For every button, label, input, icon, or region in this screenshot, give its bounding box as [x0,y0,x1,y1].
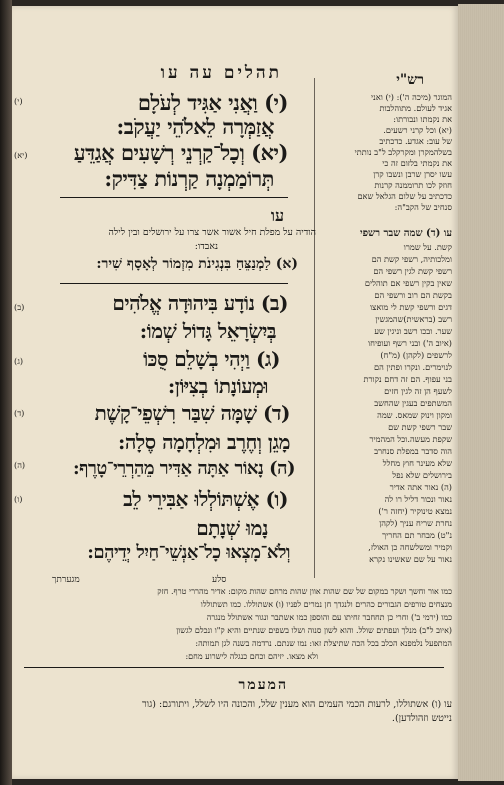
rashi-line: עו (ד) שמה שבר רשפי [359,228,452,239]
ps76-intro-line-2: נאבדו: [194,241,218,252]
catchword-right: סלע [212,575,227,585]
ps76-line: וְלֹא־מָצְאוּ כָל־אַנְשֵׁי־חַיִל יְדֵיהֶם: [87,542,290,563]
rashi-line: ומקון וינוק שמאס. שמה [377,410,452,420]
rashi-line: את נקמתי בלזום זה כי [382,158,452,168]
rashi-line: נאור על שם שאשינו נקרא [369,554,452,564]
column-divider [314,78,315,578]
commentary-line: כמו (ירמי ב') וחרי כן תחחבר זחיתו עם והוספן כמו אשתבר ונגור אשתולל מנגרה [206,613,452,622]
ps75-line-3: (יא) וְכָל־קַרְנֵי רְשָׁעִים אֲגַדֵּעַ [73,140,288,165]
verse-mark-10: (י) [14,96,23,106]
rashi-line: שער. ובכו רשב וניגין שע [374,326,452,336]
rashi-line: סנחיב של הקב"ה: [394,202,452,212]
rashi-line: ומלכותיה, רשפי קשת הם [371,254,452,264]
rashi-line: כדכתיב על שלום הגלאל שאם [357,191,452,201]
catchword-left: מגערתך [52,575,80,585]
rashi-line: של עוב: אגדע. כדכתיב [379,136,452,146]
ps76-line: נָמוּ שְׁנָתָם [196,516,268,540]
rashi-line: חוזק לכו תרוממנה קרנות [374,180,452,190]
verse-mark: (ד) [14,408,25,418]
rashi-line: המשתפים בעגין שהחשב [374,398,452,408]
rashi-line: בירושלים שלא נפל [392,470,452,480]
ps76-line: (ג) וַיְהִי בְשָׁלֵם סֻכּוֹ [143,347,280,371]
rashi-line: שבר רשפי קשת שם [388,422,452,432]
rashi-line: לשעף הן זה לגין חזים [384,386,452,396]
commentary-line: ולא מצאו. יזיהם וכחם כנגלה לישרוע מחם: [185,652,318,661]
rashi-line: נמצא טינוקיר (יחזה ר') [378,506,452,516]
ps76-line: וּמְעוֹנָתוֹ בְצִיּוֹן: [167,374,268,398]
rashi-line: נ"ט) מבחר תם החריך [382,530,452,540]
footer-line-1: עו (ו) אשתוללו, לרעות הכמי העמים הוא מענין שלל, והכונה היו לשלל, ויתורגם: (גור [142,699,452,710]
rashi-line: רשפי קשת לגין רשפי הם [373,266,452,276]
ps76-intro-line-1: הודיה על מפלת חיל אשור אשר צרו על ירושלים ובין לילה [108,227,316,238]
page-edges [458,4,504,781]
rashi-line: לרשפים (לקהן) (מ"ח) [380,350,452,360]
verse-mark: (ה) [14,460,26,470]
ps75-line-2: אֲזַמְּרָה לֵאלֹהֵי יַעֲקֹב: [116,114,274,139]
rashi-line: קשת. על שמרו [403,242,452,252]
ps76-verse-1: (א) לַמְנַצֵּחַ בִּנְגִינֹת מִזְמוֹר לְאָסָף שִׁיר: [96,256,298,272]
rashi-line: וקמיר ומשלשחה כן האולז, [368,542,452,552]
ps76-line: (ב) נוֹדָע בִּיהוּדָה אֱלֹהִים [112,291,288,315]
rashi-line: (יא) וכל קרני רשעים. [383,125,452,135]
rashi-line: שלא מעינר חוץ מחלל [382,458,452,468]
rashi-line: שאין בקין רשפי אם תוהלים [364,278,452,288]
commentary-line: (איוב ל"ב) מנלך ועפתים שולל. והוא לשון סנוה ושלו בשפים שנתיים והיא ק"ו ונכלם לגשון [176,626,452,635]
book-gutter [0,0,12,785]
commentary-line: המתפעל נלמפנא הכלב בכל הכה שתיצלת זאו: נמו שנתם. נרדמה בשנה לגן תמותה: [195,639,452,648]
rashi-heading: רש"י [396,72,424,88]
ps76-line: (ד) שָׁמָּה שִׁבַּר רִשְׁפֵי־קָשֶׁת [94,401,290,425]
running-title: תהלים עה עו [160,63,282,83]
ps75-line-4: תְּרוֹמַמְנָה קַרְנוֹת צַדִּיק: [104,166,274,191]
verse-mark: (ו) [14,494,23,504]
rashi-line: את נקמתו ונבורתו: [393,114,452,124]
rashi-line: בקשת הם רוב ורשפי הם [374,290,452,300]
rashi-line: רשב (בראשית)שהמגשין [375,314,452,324]
section-rule [60,197,288,198]
rashi-line: נאור ונכור דליל רו לה [384,494,452,504]
ps76-line: (ה) נָאוֹר אַתָּה אַדִּיר מֵהַרְרֵי־טָרֶף: [73,458,295,479]
rashi-line: הוה סדבר במפלת סנחרב [374,446,452,456]
rashi-line: בשלהמקרן ומקרקלב ל"ב נותתי [354,147,452,157]
rashi-line: (איוב ה') ובני רשף ועופיחו [368,338,452,348]
footer-heading: המעמר [238,677,288,693]
ps76-line: (ו) אֶשְׁתּוֹלְלוּ אַבִּירֵי לֵב [123,487,288,511]
rashi-line: המוגר (מיכה ה'): (י) ואני [371,92,452,102]
verse-mark-11: (יא) [14,150,28,160]
rashi-line: עשו יסרן שרבן ונשבו קרן [373,169,452,179]
ps76-line: בְּיִשְׂרָאֵל גָּדוֹל שְׁמוֹ: [139,319,276,343]
rashi-line: שקפת מעשה.וכל המהמיר [369,434,452,444]
rashi-line: לנוימרים. ונקרו ופתין הם [374,362,452,372]
footer-rule [24,667,444,668]
chapter-heading-76: עו [270,206,284,225]
rashi-line: אגיד לעולם. מתוהלבות [379,103,452,113]
rashi-line: דגים ורשפי קשת לי מואצו [369,302,452,312]
verse-mark: (ב) [14,302,25,312]
rashi-line: נחרת שריח עניך (לקהן [379,518,452,528]
commentary-line: מנצחים טורפים הגבורים כהרים ולנגדך חן נמרים לפניו (ו) אשתוללו. כמו תשתוללו [200,600,452,609]
verse-rule [60,283,288,284]
ps76-line: מָגֵן וְחֶרֶב וּמִלְחָמָה סֶלָה: [117,430,290,454]
ps75-line-1: (י) וַאֲנִי אַגִּיד לְעֹלָם [137,90,288,115]
verse-mark: (ג) [14,356,24,366]
rashi-line: (ה) נאור אתה אדיר [389,482,452,492]
book-page [12,6,458,779]
footer-line-2: נייטש וזהולדען). [391,713,452,724]
commentary-line: כמו אור וחשך ושקר במקום של שם שהות אוון שהות מרחם שהות מקום: אדיר מהררי טרף. חזק [157,587,452,596]
rashi-line: בני עפוף. הם זה דחם נקורת [363,374,452,384]
